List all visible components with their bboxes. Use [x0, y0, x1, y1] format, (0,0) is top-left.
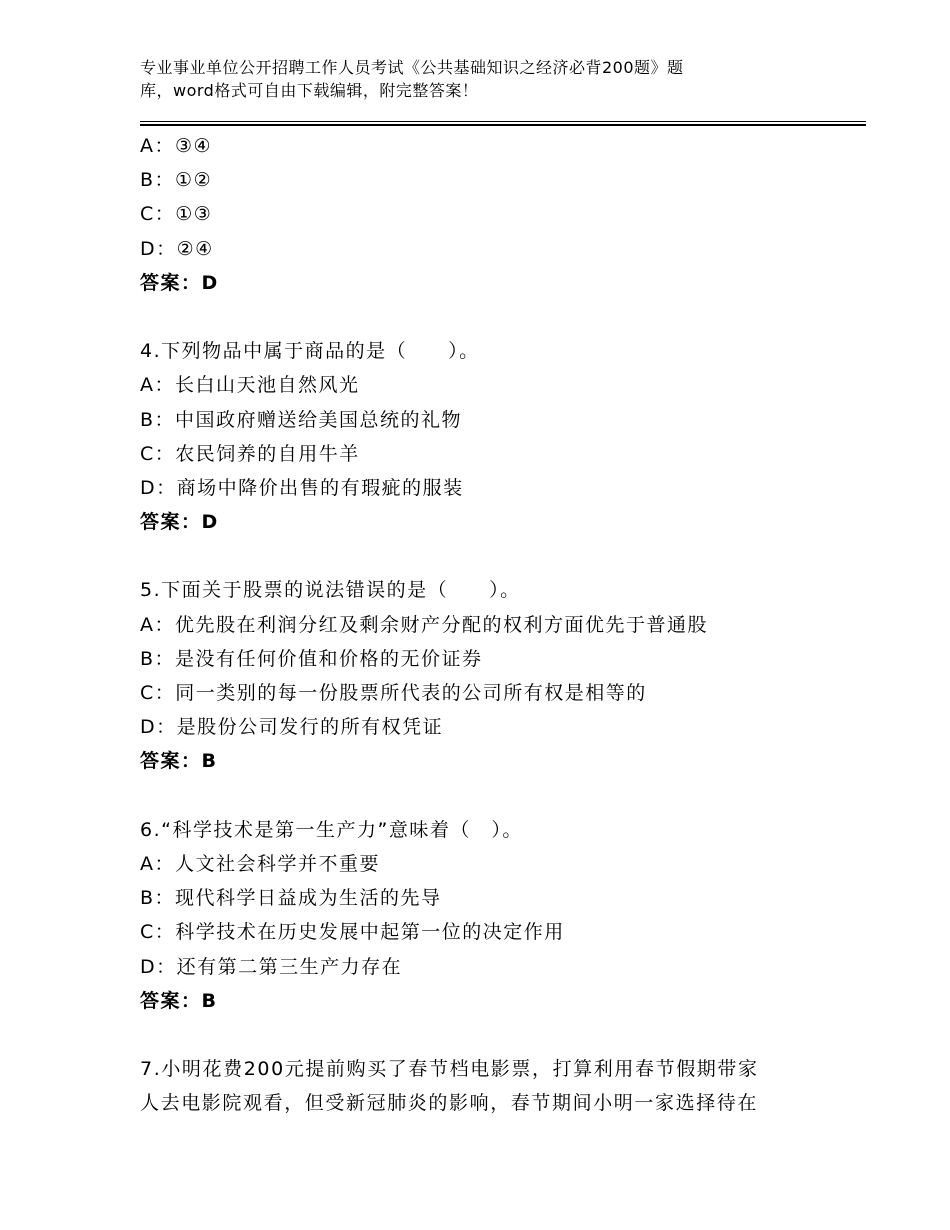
option-b: B：是没有任何价值和价格的无价证券 [140, 647, 483, 670]
option-a: A：人文社会科学并不重要 [140, 852, 380, 875]
header-divider [140, 121, 866, 126]
option-c: C：同一类别的每一份股票所代表的公司所有权是相等的 [140, 682, 647, 704]
option-c: C：农民饲养的自用牛羊 [140, 442, 360, 465]
answer: 答案：B [140, 989, 218, 1012]
question-stem-line-2: 人去电影院观看，但受新冠肺炎的影响，春节期间小明一家选择待在 [140, 1092, 759, 1115]
option-d: D：还有第二第三生产力存在 [140, 955, 403, 978]
spacer [140, 1018, 840, 1052]
option-d: D：是股份公司发行的所有权凭证 [140, 716, 444, 739]
document-header [140, 56, 780, 102]
option-d: D：商场中降价出售的有瑕疵的服装 [140, 476, 464, 499]
option-a: A：③④ [140, 135, 213, 157]
option-b: B：中国政府赠送给美国总统的礼物 [140, 408, 463, 431]
question-stem-line-1: 7.小明花费200元提前购买了春节档电影票，打算利用春节假期带家 [140, 1058, 759, 1081]
question-6 [140, 813, 840, 1018]
answer: 答案：D [140, 271, 219, 294]
spacer [140, 779, 840, 813]
spacer [140, 539, 840, 573]
option-d: D：②④ [140, 237, 214, 260]
option-a: A：长白山天池自然风光 [140, 374, 360, 397]
spacer [140, 300, 840, 334]
option-b: B：现代科学日益成为生活的先导 [140, 887, 442, 910]
header-line-1: 专业事业单位公开招聘工作人员考试《公共基础知识之经济必背200题》题 [140, 58, 684, 77]
option-a: A：优先股在利润分红及剩余财产分配的权利方面优先于普通股 [140, 613, 708, 636]
option-c: C：①③ [140, 203, 213, 226]
question-stem: 6.“科学技术是第一生产力”意味着（ ）。 [140, 818, 523, 841]
question-content [140, 129, 840, 1120]
question-5 [140, 573, 840, 778]
question-stem: 5.下面关于股票的说法错误的是（ ）。 [140, 579, 521, 602]
header-line-2: 库，word格式可自由下载编辑，附完整答案！ [140, 81, 479, 100]
answer: 答案：B [140, 750, 218, 773]
option-b: B：①② [140, 169, 213, 192]
answer: 答案：D [140, 511, 219, 534]
question-4 [140, 334, 840, 539]
question-3 [140, 129, 840, 300]
question-7 [140, 1052, 840, 1120]
option-c: C：科学技术在历史发展中起第一位的决定作用 [140, 921, 565, 944]
question-stem: 4.下列物品中属于商品的是（ ）。 [140, 340, 480, 363]
